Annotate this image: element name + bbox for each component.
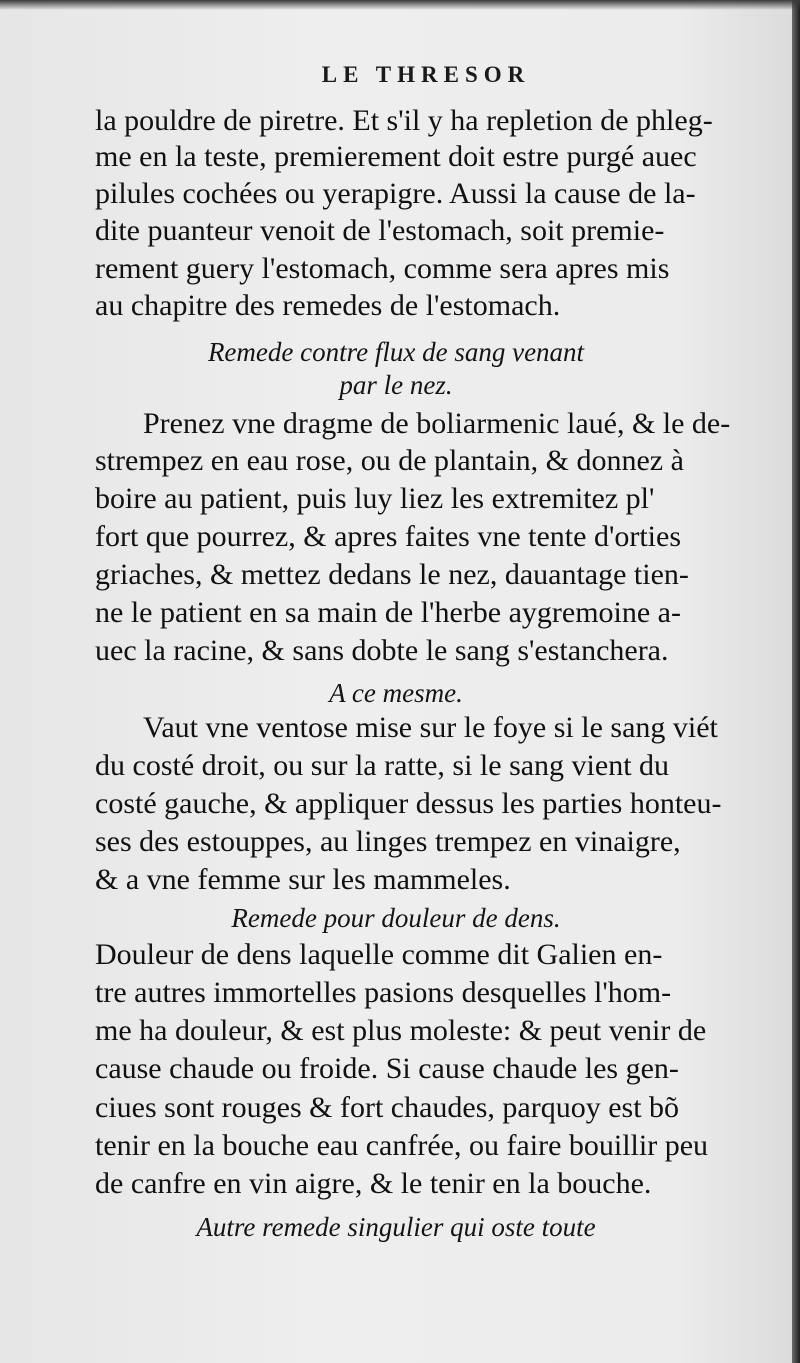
text-line: ciues sont rouges & fort chaudes, parquoy est bõ <box>95 1091 680 1124</box>
text-line: me en la teste, premierement doit estre purgé auec <box>95 140 697 173</box>
text-line: rement guery l'estomach, comme sera apres mis <box>95 252 670 285</box>
section-heading: Autre remede singulier qui oste toute <box>196 1212 596 1242</box>
text-line: du costé droit, ou sur la ratte, si le sang vient du <box>95 749 670 782</box>
section-heading: A ce mesme. <box>329 678 463 708</box>
text-line: tenir en la bouche eau canfrée, ou faire bouillir peu <box>95 1129 709 1162</box>
running-title: LE THRESOR <box>321 62 531 87</box>
text-line: griaches, & mettez dedans le nez, dauantage tien- <box>95 558 689 591</box>
text-line: uec la racine, & sans dobte le sang s'estanchera. <box>95 634 669 667</box>
running-header <box>0 62 792 88</box>
text-line: costé gauche, & appliquer dessus les parties honteu- <box>95 787 722 820</box>
section-heading: par le nez. <box>339 370 453 400</box>
text-line: me ha douleur, & est plus moleste: & peut venir de <box>95 1014 707 1047</box>
text-line: strempez en eau rose, ou de plantain, & donnez à <box>95 444 684 477</box>
text-line: Douleur de dens laquelle comme dit Galien en- <box>95 938 663 971</box>
text-line: la pouldre de piretre. Et s'il y ha repletion de phleg- <box>95 104 713 137</box>
page-edge-shadow <box>792 0 800 1363</box>
text-line: ses des estouppes, au linges trempez en vinaigre, <box>95 825 681 858</box>
text-line: & a vne femme sur les mammeles. <box>95 863 511 896</box>
text-line: de canfre en vin aigre, & le tenir en la bouche. <box>95 1167 652 1200</box>
text-line: cause chaude ou froide. Si cause chaude les gen- <box>95 1052 679 1085</box>
text-line: au chapitre des remedes de l'estomach. <box>95 289 561 322</box>
text-line: pilules cochées ou yerapigre. Aussi la cause de la- <box>95 177 696 210</box>
text-line: fort que pourrez, & apres faites vne tente d'orties <box>95 520 682 553</box>
text-line: Vaut vne ventose mise sur le foye si le sang viét <box>143 711 718 744</box>
section-heading: Remede pour douleur de dens. <box>231 903 561 933</box>
page-top-shadow <box>0 0 800 10</box>
text-line: Prenez vne dragme de boliarmenic laué, & le de- <box>143 407 731 440</box>
section-heading: Remede contre flux de sang venant <box>207 337 585 367</box>
text-line: tre autres immortelles pasions desquelles l'hom- <box>95 976 672 1009</box>
text-line: ne le patient en sa main de l'herbe aygremoine a- <box>95 596 681 629</box>
text-line: boire au patient, puis luy liez les extremitez pl' <box>95 482 655 515</box>
text-line: dite puanteur venoit de l'estomach, soit premie- <box>95 214 665 247</box>
